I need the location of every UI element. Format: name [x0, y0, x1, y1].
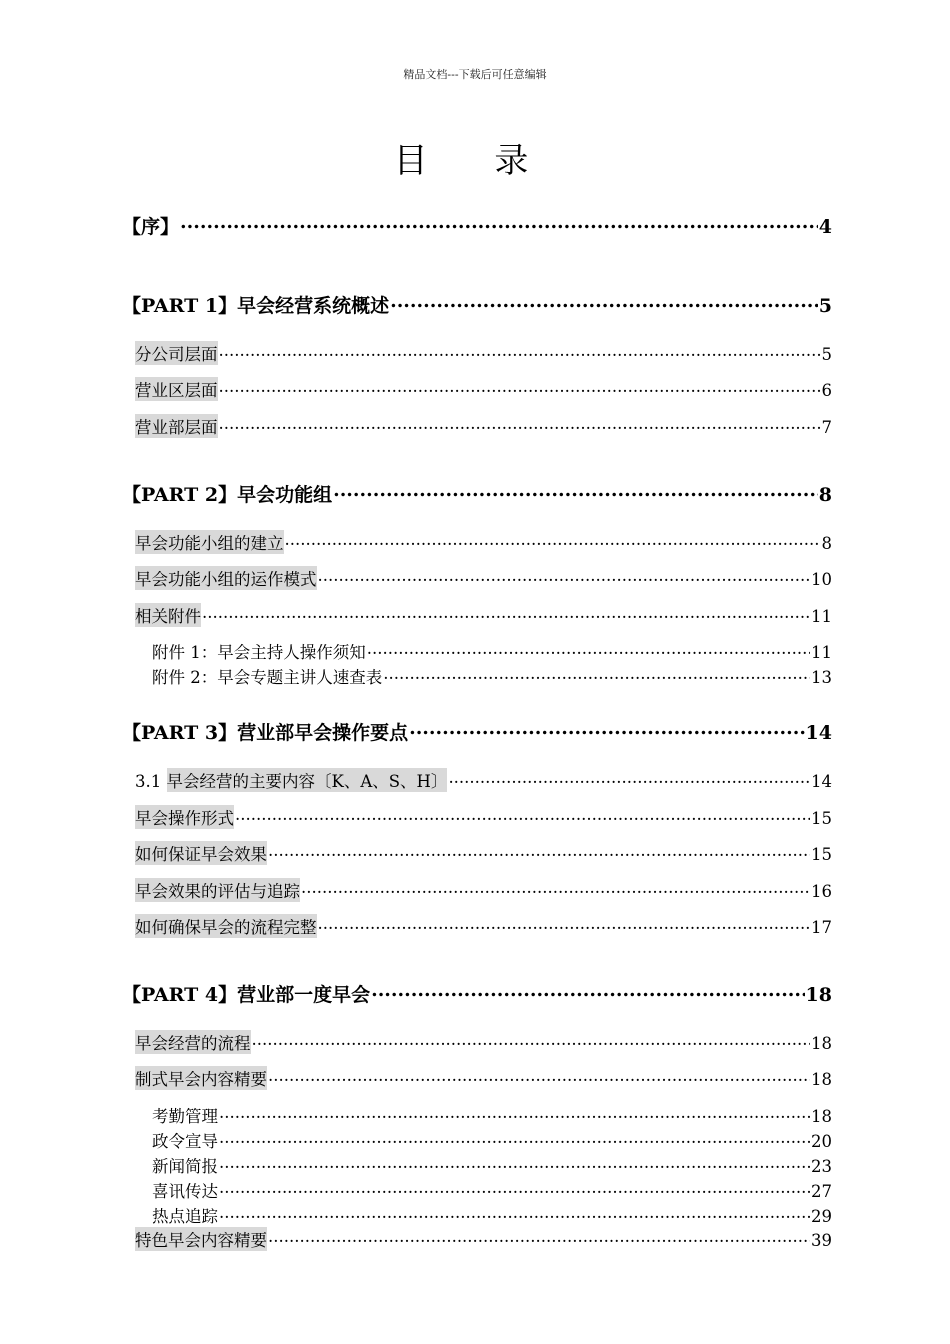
toc-entry[interactable] [135, 530, 832, 554]
dot-leader [333, 482, 818, 501]
toc-entry-label: 喜讯传达 [152, 1182, 218, 1201]
toc-entry-page: 14 [805, 722, 832, 744]
toc-entry-page: 17 [811, 918, 832, 937]
dot-leader [367, 642, 810, 659]
toc-entry-page: 14 [811, 772, 832, 791]
dot-leader [371, 982, 804, 1001]
toc-entry-label-prefix: 3.1 [135, 772, 167, 791]
toc-entry-label: 新闻简报 [152, 1157, 218, 1176]
toc-entry-label: 【序】 [122, 216, 180, 238]
toc-entry-page: 4 [818, 216, 832, 238]
toc-entry-label: 考勤管理 [152, 1107, 218, 1126]
toc-entry[interactable] [135, 341, 832, 365]
toc-entry[interactable] [135, 878, 832, 902]
toc-entry-label: 早会操作形式 [135, 805, 234, 829]
toc-entry-part-3[interactable] [122, 718, 832, 745]
toc-entry[interactable] [135, 377, 832, 401]
toc-entry[interactable] [135, 914, 832, 938]
toc-entry-label: 早会功能小组的运作模式 [135, 566, 317, 590]
toc-entry-preface[interactable] [122, 212, 832, 239]
dot-leader [383, 667, 810, 684]
dot-leader [219, 1131, 810, 1148]
toc-entry-label: 热点追踪 [152, 1207, 218, 1226]
dot-leader [202, 606, 810, 623]
toc-entry-page: 39 [811, 1231, 832, 1250]
toc-entry-label: 早会功能小组的建立 [135, 530, 284, 554]
dot-leader [219, 1181, 810, 1198]
dot-leader [448, 771, 810, 788]
dot-leader [301, 881, 810, 898]
dot-leader [219, 1106, 810, 1123]
toc-entry[interactable] [135, 1227, 832, 1251]
toc-entry[interactable] [135, 1030, 832, 1054]
dot-leader [180, 214, 818, 233]
toc-entry-page: 18 [811, 1034, 832, 1053]
toc-entry-page: 5 [818, 295, 832, 317]
toc-entry-label: 营业区层面 [135, 377, 218, 401]
toc-entry-page: 13 [811, 668, 832, 687]
toc-entry[interactable] [135, 805, 832, 829]
dot-leader [268, 1069, 810, 1086]
toc-entry-label: 特色早会内容精要 [135, 1227, 267, 1251]
toc-entry-label: 相关附件 [135, 603, 201, 627]
toc-entry-label: 附件 2：早会专题主讲人速查表 [152, 668, 383, 687]
dot-leader [268, 844, 810, 861]
toc-entry-page: 16 [811, 882, 832, 901]
toc-entry-page: 10 [811, 570, 832, 589]
toc-entry-label: 【PART 2】早会功能组 [122, 484, 333, 506]
dot-leader [409, 720, 804, 739]
toc-entry-page: 27 [811, 1182, 832, 1201]
toc-entry-label: 【PART 4】营业部一度早会 [122, 984, 371, 1006]
dot-leader [285, 533, 821, 550]
toc-entry-label: 制式早会内容精要 [135, 1066, 267, 1090]
toc-entry[interactable] [135, 768, 832, 792]
toc-entry-label: 【PART 3】营业部早会操作要点 [122, 722, 409, 744]
dot-leader [318, 917, 811, 934]
dot-leader [219, 1206, 810, 1223]
dot-leader [219, 1156, 810, 1173]
dot-leader [219, 417, 821, 434]
toc-entry-label: 【PART 1】早会经营系统概述 [122, 295, 390, 317]
toc-entry-page: 23 [811, 1157, 832, 1176]
toc-entry-page: 8 [818, 484, 832, 506]
toc-entry-label: 早会经营的流程 [135, 1030, 251, 1054]
toc-subentry[interactable] [152, 639, 832, 663]
dot-leader [219, 380, 821, 397]
toc-entry-page: 7 [821, 418, 832, 437]
toc-entry[interactable] [135, 603, 832, 627]
toc-entry[interactable] [135, 841, 832, 865]
toc-entry-part-2[interactable] [122, 480, 832, 507]
toc-entry-label: 如何确保早会的流程完整 [135, 914, 317, 938]
toc-entry-label: 营业部层面 [135, 414, 218, 438]
toc-entry-page: 5 [821, 345, 832, 364]
toc-entry-label: 政令宣导 [152, 1132, 218, 1151]
toc-entry-page: 11 [811, 607, 832, 626]
toc-entry-page: 18 [811, 1070, 832, 1089]
toc-entry[interactable] [135, 566, 832, 590]
dot-leader [252, 1033, 811, 1050]
dot-leader [390, 293, 818, 312]
toc-entry-part-1[interactable] [122, 291, 832, 318]
toc-entry-label: 早会效果的评估与追踪 [135, 878, 300, 902]
toc-entry-label: 分公司层面 [135, 341, 218, 365]
page-header: 精品文档---下载后可任意编辑 [403, 68, 547, 81]
toc-subentry[interactable] [152, 1153, 832, 1177]
toc-entry-page: 11 [811, 643, 832, 662]
dot-leader [318, 569, 811, 586]
toc-entry[interactable] [135, 414, 832, 438]
toc-subentry[interactable] [152, 1178, 832, 1202]
toc-entry-part-4[interactable] [122, 980, 832, 1007]
toc-title: 目 录 [393, 141, 557, 181]
toc-entry-label: 如何保证早会效果 [135, 841, 267, 865]
toc-entry-page: 15 [811, 845, 832, 864]
toc-entry-page: 20 [811, 1132, 832, 1151]
toc-subentry[interactable] [152, 1103, 832, 1127]
toc-entry-label: 早会经营的主要内容〔K、A、S、H〕 [167, 768, 448, 792]
toc-entry-page: 18 [811, 1107, 832, 1126]
toc-entry-label: 附件 1：早会主持人操作须知 [152, 643, 366, 662]
toc-entry-page: 29 [811, 1207, 832, 1226]
toc-entry-page: 15 [811, 809, 832, 828]
toc-entry-page: 6 [821, 381, 832, 400]
toc-entry[interactable] [135, 1066, 832, 1090]
dot-leader [268, 1230, 810, 1247]
dot-leader [219, 344, 821, 361]
toc-entry-page: 18 [805, 984, 832, 1006]
dot-leader [235, 808, 810, 825]
toc-entry-page: 8 [821, 534, 832, 553]
toc-subentry[interactable] [152, 1203, 832, 1227]
toc-subentry[interactable] [152, 1128, 832, 1152]
toc-subentry[interactable] [152, 664, 832, 688]
